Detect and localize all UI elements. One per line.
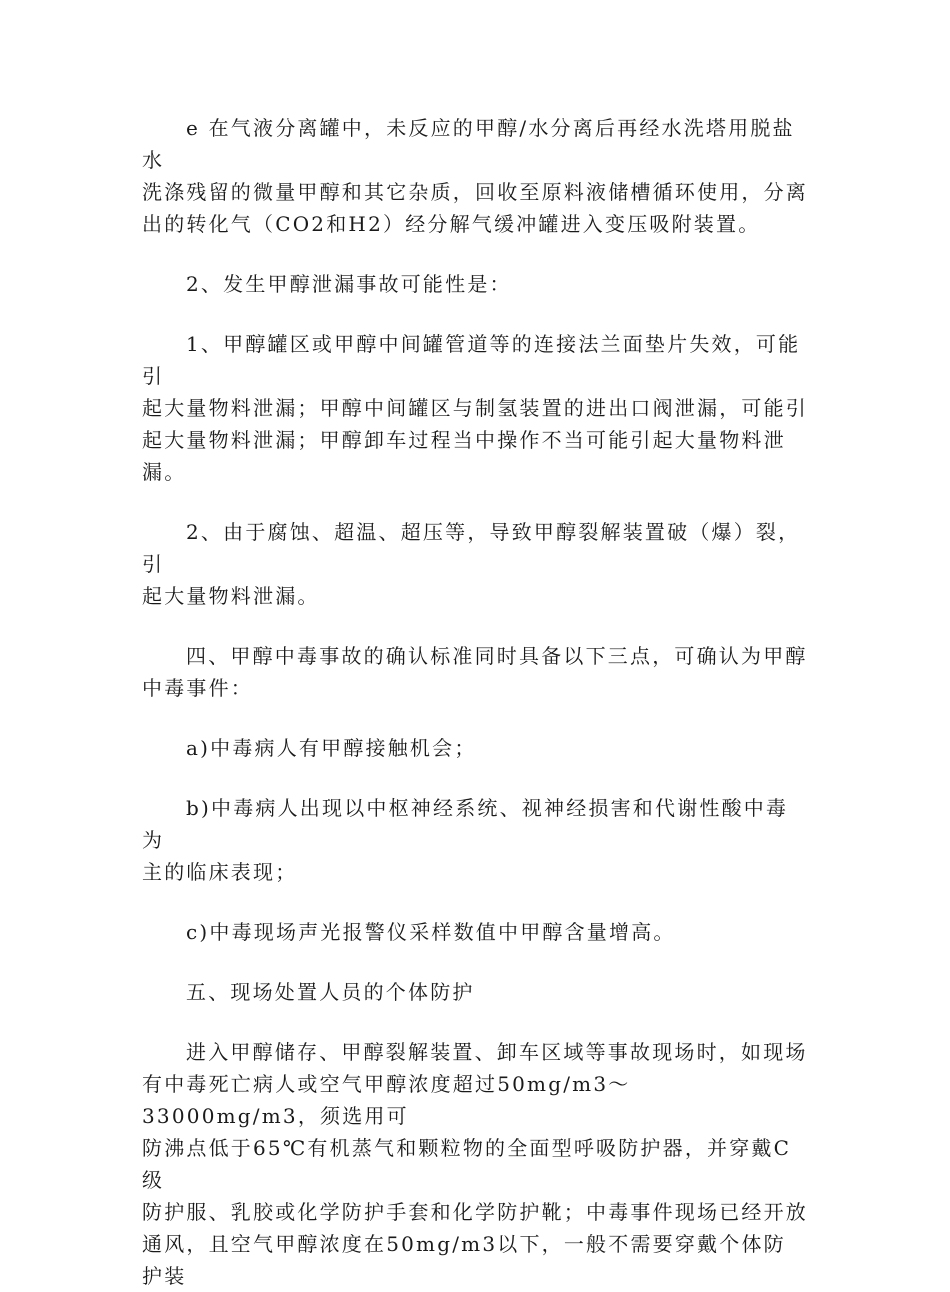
paragraph-criteria-a xyxy=(142,732,808,764)
text-line: 中毒事件： xyxy=(142,676,253,700)
text-line: 起大量物料泄漏。 xyxy=(142,584,320,608)
paragraph-leak-item-1 xyxy=(142,328,808,488)
text-line: b)中毒病人出现以中枢神经系统、视神经损害和代谢性酸中毒为 xyxy=(142,796,789,852)
text-line: 起大量物料泄漏；甲醇卸车过程当中操作不当可能引起大量物料泄 xyxy=(142,428,786,452)
text-line: 1、甲醇罐区或甲醇中间罐管道等的连接法兰面垫片失效，可能引 xyxy=(142,332,801,388)
text-line: 五、现场处置人员的个体防护 xyxy=(186,980,475,1004)
text-line: 2、由于腐蚀、超温、超压等，导致甲醇裂解装置破（爆）裂，引 xyxy=(142,520,801,576)
text-line: 2、发生甲醇泄漏事故可能性是： xyxy=(186,272,512,296)
paragraph-criteria-b xyxy=(142,792,808,888)
paragraph-leak-possibility-heading xyxy=(142,268,808,300)
text-line: 防护服、乳胶或化学防护手套和化学防护靴；中毒事件现场已经开放 xyxy=(142,1200,808,1224)
paragraph-criteria-c xyxy=(142,916,808,948)
text-line: 四、甲醇中毒事故的确认标准同时具备以下三点，可确认为甲醇 xyxy=(186,644,808,668)
text-line: e 在气液分离罐中，未反应的甲醇/水分离后再经水洗塔用脱盐水 xyxy=(142,116,795,172)
text-line: 通风，且空气甲醇浓度在50mg/m3以下，一般不需要穿戴个体防护装 xyxy=(142,1232,786,1288)
text-line: c)中毒现场声光报警仪采样数值中甲醇含量增高。 xyxy=(186,920,676,944)
document-body xyxy=(142,112,808,1292)
paragraph-poisoning-criteria-heading xyxy=(142,640,808,704)
paragraph-gas-liquid-separation xyxy=(142,112,808,240)
text-line: 进入甲醇储存、甲醇裂解装置、卸车区域等事故现场时，如现场 xyxy=(186,1040,808,1064)
text-line: 防沸点低于65℃有机蒸气和颗粒物的全面型呼吸防护器，并穿戴C级 xyxy=(142,1136,792,1192)
text-line: a)中毒病人有甲醇接触机会； xyxy=(186,736,477,760)
text-line: 出的转化气（CO2和H2）经分解气缓冲罐进入变压吸附装置。 xyxy=(142,212,761,236)
text-line: 漏。 xyxy=(142,460,187,484)
paragraph-personal-protection-body xyxy=(142,1036,808,1292)
paragraph-leak-item-2 xyxy=(142,516,808,612)
text-line: 起大量物料泄漏；甲醇中间罐区与制氢装置的进出口阀泄漏，可能引 xyxy=(142,396,808,420)
text-line: 洗涤残留的微量甲醇和其它杂质，回收至原料液储槽循环使用，分离 xyxy=(142,180,808,204)
text-line: 主的临床表现； xyxy=(142,860,298,884)
paragraph-personal-protection-heading xyxy=(142,976,808,1008)
text-line: 有中毒死亡病人或空气甲醇浓度超过50mg/m3～33000mg/m3，须选用可 xyxy=(142,1072,631,1128)
